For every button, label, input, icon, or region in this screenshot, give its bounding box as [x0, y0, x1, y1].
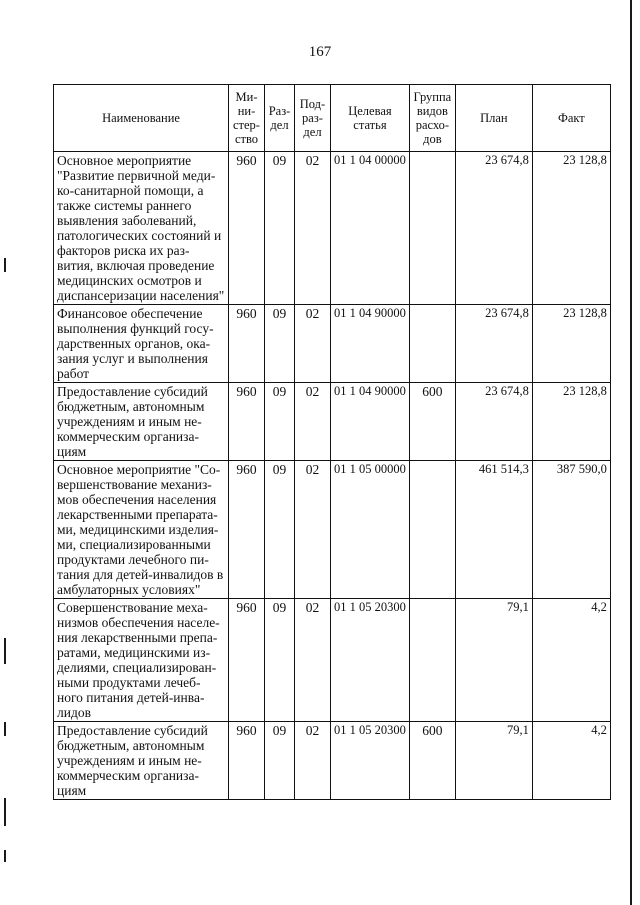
cell-fact: 387 590,0: [532, 461, 610, 599]
cell-section: 09: [265, 461, 295, 599]
table-row: [54, 152, 611, 305]
cell-plan: 461 514,3: [455, 461, 532, 599]
cell-target-item: 01 1 05 20300: [331, 599, 410, 722]
cell-name: Совершенствование меха-низмов обеспечения населе-ния лекарственными препа-ратами, медицинскими из-делиями, специализирован-ными продуктами лечеб-ного питания детей-инва-лидов: [54, 599, 229, 722]
cell-plan: 23 674,8: [455, 305, 532, 383]
table-row: [54, 383, 611, 461]
cell-ministry: 960: [229, 305, 265, 383]
cell-ministry: 960: [229, 722, 265, 800]
table-row: [54, 461, 611, 599]
cell-plan: 23 674,8: [455, 383, 532, 461]
cell-fact: 23 128,8: [532, 152, 610, 305]
header-target-item: Целевая статья: [331, 85, 410, 152]
cell-target-item: 01 1 04 00000: [331, 152, 410, 305]
cell-expense-group: [409, 305, 455, 383]
cell-section: 09: [265, 383, 295, 461]
cell-fact: 4,2: [532, 599, 610, 722]
cell-expense-group: 600: [409, 722, 455, 800]
cell-section: 09: [265, 152, 295, 305]
cell-plan: 23 674,8: [455, 152, 532, 305]
cell-name: Финансовое обеспечение выполнения функций госу-дарственных органов, ока-зания услуг и выполнения работ: [54, 305, 229, 383]
cell-subsection: 02: [295, 599, 331, 722]
cell-ministry: 960: [229, 152, 265, 305]
cell-ministry: 960: [229, 599, 265, 722]
cell-section: 09: [265, 305, 295, 383]
cell-fact: 23 128,8: [532, 383, 610, 461]
header-section: Раз- дел: [265, 85, 295, 152]
cell-name: Основное мероприятие "Развитие первичной меди-ко-санитарной помощи, а также системы раннего выявления заболеваний, патологических состояний и факторов риска их раз-вития, включая проведение медицинских осмотров и диспансеризации населения": [54, 152, 229, 305]
cell-name: Предоставление субсидий бюджетным, автономным учреждениям и иным не-коммерческим организа-циям: [54, 722, 229, 800]
header-plan: План: [455, 85, 532, 152]
cell-subsection: 02: [295, 152, 331, 305]
scan-margin-mark: [4, 722, 6, 736]
cell-fact: 4,2: [532, 722, 610, 800]
cell-ministry: 960: [229, 461, 265, 599]
cell-target-item: 01 1 04 90000: [331, 305, 410, 383]
cell-expense-group: [409, 599, 455, 722]
cell-expense-group: 600: [409, 383, 455, 461]
header-ministry: Ми- ни- стер- ство: [229, 85, 265, 152]
cell-section: 09: [265, 599, 295, 722]
cell-expense-group: [409, 461, 455, 599]
cell-subsection: 02: [295, 305, 331, 383]
header-subsection: Под- раз- дел: [295, 85, 331, 152]
cell-name: Предоставление субсидий бюджетным, автономным учреждениям и иным не-коммерческим организа-циям: [54, 383, 229, 461]
cell-fact: 23 128,8: [532, 305, 610, 383]
cell-name: Основное мероприятие "Со-вершенствование механиз-мов обеспечения населения лекарственными препарата-ми, медицинскими изделия-ми, специализированными продуктами лечебного пи-тания для детей-инвалидов в амбулаторных условиях": [54, 461, 229, 599]
scan-margin-mark: [4, 850, 6, 862]
page-number: 167: [308, 44, 332, 60]
cell-target-item: 01 1 04 90000: [331, 383, 410, 461]
scan-margin-mark: [4, 638, 6, 664]
cell-subsection: 02: [295, 383, 331, 461]
cell-plan: 79,1: [455, 599, 532, 722]
table-row: [54, 599, 611, 722]
table-header-row: [54, 85, 611, 152]
table-row: [54, 722, 611, 800]
budget-table: [53, 84, 611, 800]
cell-section: 09: [265, 722, 295, 800]
table-row: [54, 305, 611, 383]
cell-subsection: 02: [295, 722, 331, 800]
cell-target-item: 01 1 05 20300: [331, 722, 410, 800]
cell-expense-group: [409, 152, 455, 305]
scan-margin-mark: [4, 798, 6, 826]
cell-subsection: 02: [295, 461, 331, 599]
cell-plan: 79,1: [455, 722, 532, 800]
scan-edge-line: [630, 0, 632, 905]
header-name: Наименование: [54, 85, 229, 152]
cell-target-item: 01 1 05 00000: [331, 461, 410, 599]
cell-ministry: 960: [229, 383, 265, 461]
header-fact: Факт: [532, 85, 610, 152]
header-expense-group: Группа видов расхо- дов: [409, 85, 455, 152]
scan-margin-mark: [4, 258, 6, 272]
